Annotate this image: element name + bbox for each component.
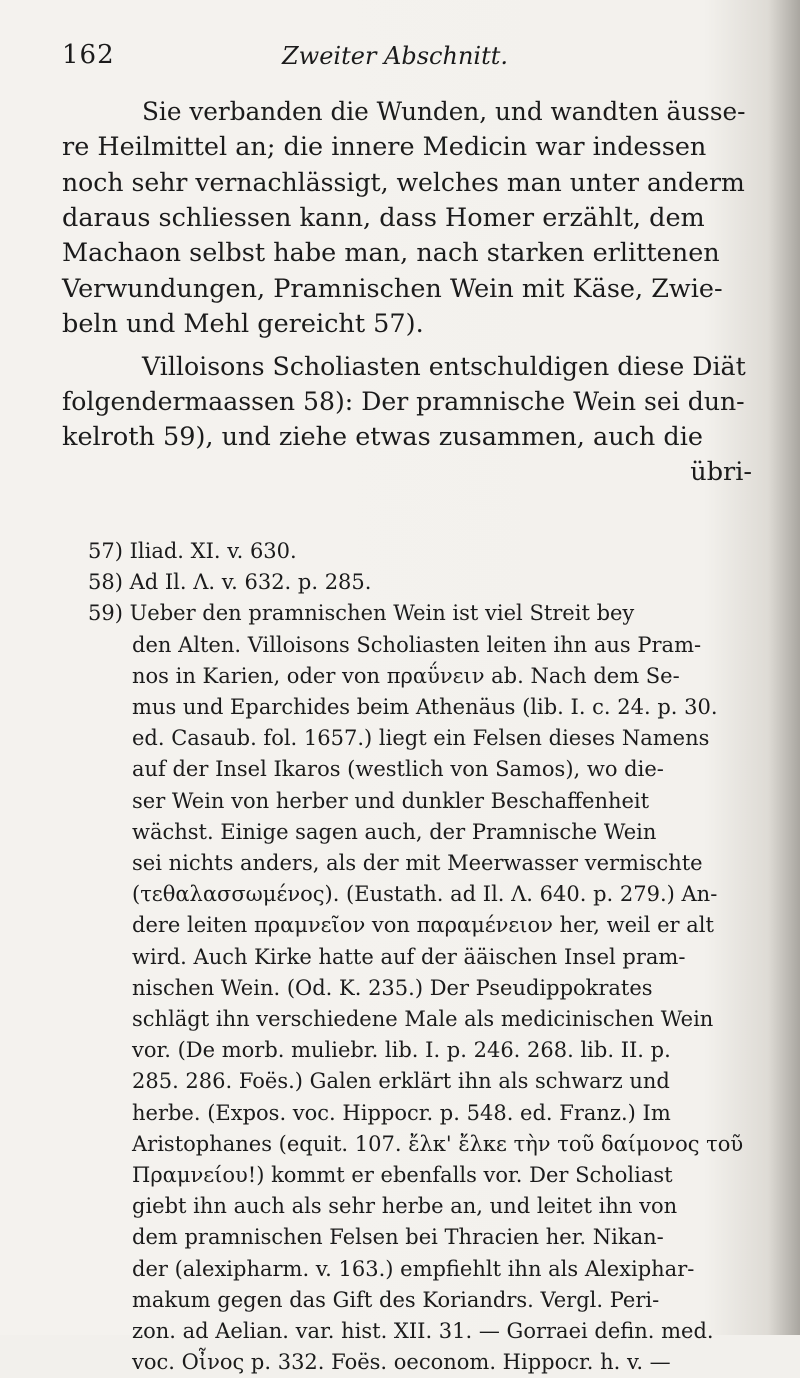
footnote-line: herbe. (Expos. voc. Hippocr. p. 548. ed. Franz.) Im bbox=[132, 1100, 671, 1125]
footnote-line: wächst. Einige sagen auch, der Pramnische Wein bbox=[132, 819, 657, 844]
footnote-line: 285. 286. Foës.) Galen erklärt ihn als schwarz und bbox=[132, 1069, 670, 1094]
page-header bbox=[62, 40, 762, 80]
text-line: Villoisons Scholiasten entschuldigen diese Diät bbox=[142, 351, 746, 381]
text-line: daraus schliessen kann, dass Homer erzählt, dem bbox=[62, 202, 705, 233]
footnote-line: voc. Οἶνος p. 332. Foës. oeconom. Hippocr. h. v. — bbox=[132, 1350, 671, 1375]
text-line: kelroth 59), und ziehe etwas zusammen, auch die bbox=[62, 421, 703, 452]
footnote-line: nos in Karien, oder von πραΰνειν ab. Nach dem Se- bbox=[132, 663, 680, 688]
footnote-line: ed. Casaub. fol. 1657.) liegt ein Felsen dieses Namens bbox=[132, 726, 710, 751]
footnote-57: 57) Iliad. XI. v. 630. bbox=[88, 539, 297, 563]
footnote-line: dere leiten πραμνεῖον von παραμένειον her, weil er alt bbox=[132, 913, 714, 938]
footnotes bbox=[62, 536, 752, 1378]
footnote-line: mus und Eparchides beim Athenäus (lib. I. c. 24. p. 30. bbox=[132, 695, 718, 720]
running-head: Zweiter Abschnitt. bbox=[282, 42, 509, 70]
footnote-line: Πραμνείου!) kommt er ebenfalls vor. Der Scholiast bbox=[132, 1163, 673, 1188]
footnote-58: 58) Ad Il. Λ. v. 632. p. 285. bbox=[88, 570, 372, 595]
footnote-line: vor. (De morb. muliebr. lib. I. p. 246. 268. lib. II. p. bbox=[132, 1038, 671, 1063]
footnote-line: makum gegen das Gift des Koriandrs. Vergl. Peri- bbox=[132, 1287, 660, 1312]
text-line: beln und Mehl gereicht 57). bbox=[62, 309, 424, 339]
page-number: 162 bbox=[62, 40, 115, 70]
footnote-line: dem pramnischen Felsen bei Thracien her. Nikan- bbox=[132, 1225, 664, 1250]
footnote-line: schlägt ihn verschiedene Male als medicinischen Wein bbox=[132, 1007, 714, 1032]
footnote-line: Aristophanes (equit. 107. ἔλκ' ἔλκε τὴν τοῦ δαίμονος τοῦ bbox=[132, 1131, 744, 1156]
footnote-line: sei nichts anders, als der mit Meerwasser vermischte bbox=[132, 851, 703, 876]
footnote-line: giebt ihn auch als sehr herbe an, und leitet ihn von bbox=[132, 1194, 678, 1219]
footnote-line: wird. Auch Kirke hatte auf der ääischen Insel pram- bbox=[132, 944, 686, 969]
footnote-line: der (alexipharm. v. 163.) empfiehlt ihn als Alexiphar- bbox=[132, 1256, 695, 1281]
footnote-line: den Alten. Villoisons Scholiasten leiten ihn aus Pram- bbox=[132, 632, 702, 657]
text-line: Machaon selbst habe man, nach starken erlittenen bbox=[62, 238, 720, 268]
main-text bbox=[62, 94, 752, 491]
text-line: noch sehr vernachlässigt, welches man unter anderm bbox=[62, 168, 745, 197]
footnote-line: auf der Insel Ikaros (westlich von Samos), wo die- bbox=[132, 757, 664, 782]
text-line: Verwundungen, Pramnischen Wein mit Käse, Zwie- bbox=[62, 273, 723, 304]
text-line: Sie verbanden die Wunden, und wandten äusse- bbox=[142, 97, 746, 126]
text-line: folgendermaassen 58): Der pramnische Wein sei dun- bbox=[62, 387, 745, 416]
footnote-line: ser Wein von herber und dunkler Beschaffenheit bbox=[132, 788, 650, 813]
footnote-line: zon. ad Aelian. var. hist. XII. 31. — Gorraei defin. med. bbox=[132, 1319, 714, 1344]
footnote-line: nischen Wein. (Od. K. 235.) Der Pseudippokrates bbox=[132, 975, 653, 1000]
footnote-59: 59) Ueber den pramnischen Wein ist viel Streit bey bbox=[88, 601, 635, 626]
footnote-line: (τεθαλασσωμένος). (Eustath. ad Il. Λ. 640. p. 279.) An- bbox=[132, 882, 718, 907]
text-line: re Heilmittel an; die innere Medicin war indessen bbox=[62, 131, 707, 162]
catchword: übri- bbox=[690, 457, 752, 487]
